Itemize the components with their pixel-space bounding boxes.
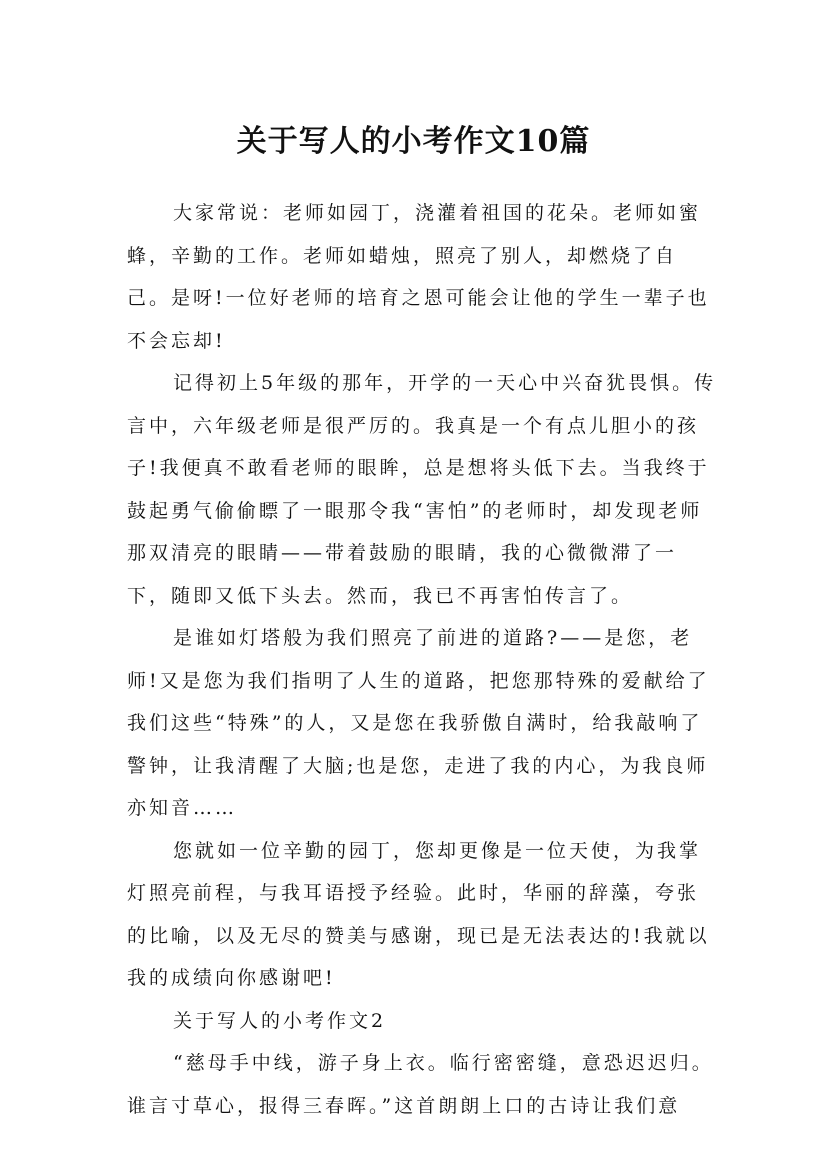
paragraph-5: “慈母手中线，游子身上衣。临行密密缝，意恐迟迟归。谁言寸草心，报得三春晖。”这首朗朗上口的古诗让我们意 [127, 1052, 714, 1117]
paragraph-1: 大家常说：老师如园丁，浇灌着祖国的花朵。老师如蜜蜂，辛勤的工作。老师如蜡烛，照亮了别人，却燃烧了自己。是呀!一位好老师的培育之恩可能会让他的学生一辈子也不会忘却! [127, 202, 710, 352]
document-title: 关于写人的小考作文10篇 [236, 124, 591, 160]
document-body [127, 192, 717, 1127]
paragraph-3: 是谁如灯塔般为我们照亮了前进的道路?——是您，老师!又是您为我们指明了人生的道路，把您那特殊的爱献给了我们这些“特殊”的人，又是您在我骄傲自满时，给我敲响了警钟，让我清醒了大脑;也是您，走进了我的内心，为我良师亦知音…… [127, 627, 710, 819]
section-heading-2: 关于写人的小考作文2 [173, 1009, 387, 1032]
paragraph-2: 记得初上5年级的那年，开学的一天心中兴奋犹畏惧。传言中，六年级老师是很严厉的。我真是一个有点儿胆小的孩子!我便真不敢看老师的眼眸，总是想将头低下去。当我终于鼓起勇气偷偷瞟了一眼那令我“害怕”的老师时，却发现老师那双清亮的眼睛——带着鼓励的眼睛，我的心微微滞了一下，随即又低下头去。然而，我已不再害怕传言了。 [127, 372, 717, 607]
paragraph-4: 您就如一位辛勤的园丁，您却更像是一位天使，为我掌灯照亮前程，与我耳语授予经验。此时，华丽的辞藻，夸张的比喻，以及无尽的赞美与感谢，现已是无法表达的!我就以我的成绩向你感谢吧! [127, 839, 710, 989]
